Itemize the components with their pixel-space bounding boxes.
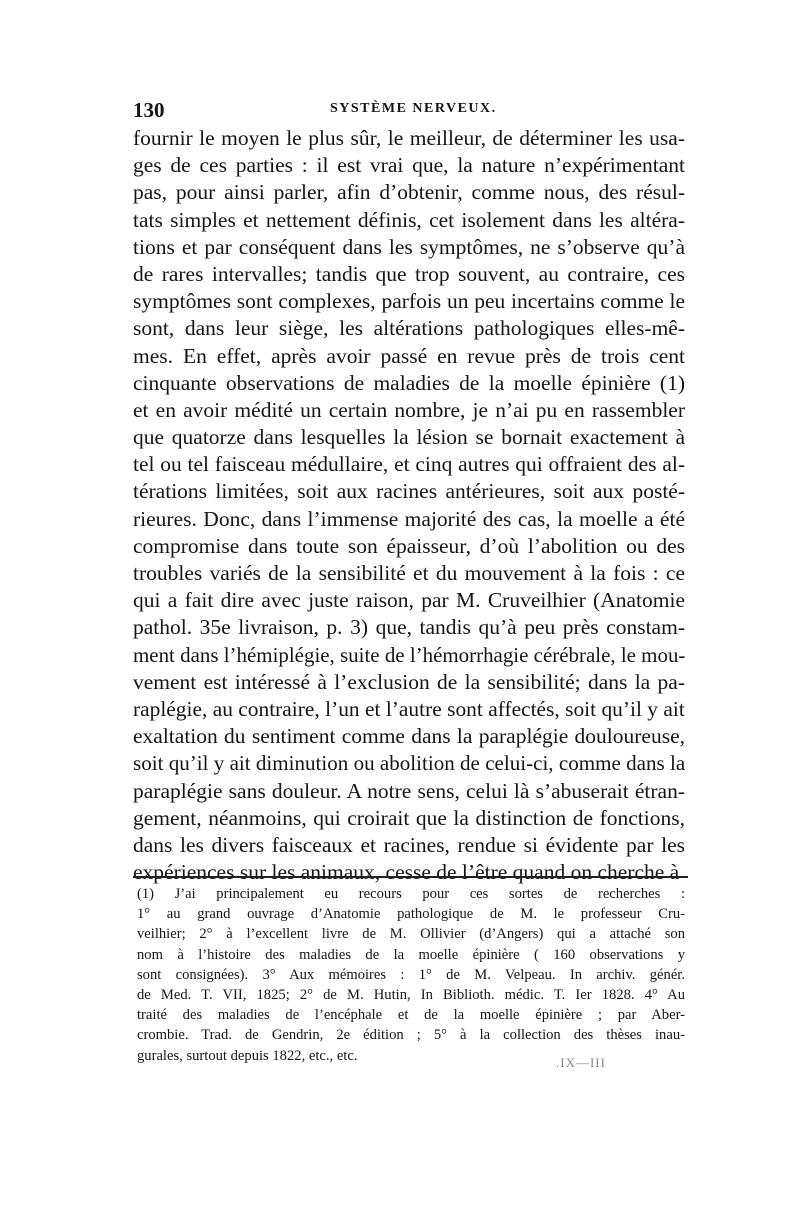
footnote-line: gurales, surtout depuis 1822, etc., etc. [137, 1047, 358, 1064]
body-line: térations limitées, soit aux racines antérieures, soit aux posté- [133, 479, 685, 504]
body-line: pathol. 35e livraison, p. 3) que, tandis qu’à peu près constam- [133, 615, 685, 640]
footnote-line: de Med. T. VII, 1825; 2° de M. Hutin, In Biblioth. médic. T. Ier 1828. 4° Au [137, 986, 685, 1003]
body-line: dans les divers faisceaux et racines, rendue si évidente par les [133, 832, 685, 857]
body-line: fournir le moyen le plus sûr, le meilleur, de déterminer les usa- [133, 126, 685, 150]
footnote-line: veilhier; 2° à l’excellent livre de M. Ollivier (d’Angers) qui a attaché son [137, 926, 685, 943]
marginal-mark: .IX—III [556, 1055, 606, 1070]
body-line: vement est intéressé à l’exclusion de la sensibilité; dans la pa- [133, 669, 685, 694]
footnote-line: traité des maladies de l’encéphale et de la moelle épinière ; par Aber- [137, 1007, 685, 1024]
footnote-line: 1° au grand ouvrage d’Anatomie pathologique de M. le professeur Cru- [137, 906, 685, 923]
body-line: gement, néanmoins, qui croirait que la distinction de fonctions, [133, 805, 685, 830]
footnote-line: (1) J’ai principalement eu recours pour ces sortes de recherches : [137, 886, 685, 902]
body-line: et en avoir médité un certain nombre, je n’ai pu en rassembler [133, 397, 685, 422]
body-line: troubles variés de la sensibilité et du mouvement à la fois : ce [133, 561, 685, 585]
page-number: 130 [133, 98, 165, 122]
body-line: tions et par conséquent dans les symptômes, ne s’observe qu’à [133, 234, 685, 259]
footnote-line: crombie. Trad. de Gendrin, 2e édition ; 5° à la collection des thèses inau- [137, 1027, 685, 1044]
footnote-line: sont consignées). 3° Aux mémoires : 1° de M. Velpeau. In archiv. génér. [137, 966, 685, 983]
footnote-line: nom à l’histoire des maladies de la moelle épinière ( 160 observations y [137, 946, 685, 963]
body-line: tel ou tel faisceau médullaire, et cinq autres qui offraient des al- [133, 452, 685, 477]
body-text [133, 125, 685, 886]
body-line: ges de ces parties : il est vrai que, la nature n’expérimentant [133, 153, 685, 178]
running-head: SYSTÈME NERVEUX. [330, 101, 497, 116]
body-line: que quatorze dans lesquelles la lésion se bornait exactement à [133, 425, 685, 450]
body-line: raplégie, au contraire, l’un et l’autre sont affectés, soit qu’il y ait [133, 696, 685, 721]
body-line: qui a fait dire avec juste raison, par M. Cruveilhier (Anatomie [133, 588, 685, 613]
body-line: tats simples et nettement définis, cet isolement dans les altéra- [133, 207, 685, 232]
body-line: exaltation du sentiment comme dans la paraplégie douloureuse, [133, 724, 685, 749]
body-line: compromise dans toute son épaisseur, d’où l’abolition ou des [133, 533, 685, 558]
body-line: soit qu’il y ait diminution ou abolition de celui-ci, comme dans la [133, 751, 686, 776]
body-line: de rares intervalles; tandis que trop souvent, au contraire, ces [133, 261, 685, 286]
body-line: cinquante observations de maladies de la moelle épinière (1) [133, 370, 685, 395]
body-line: mes. En effet, après avoir passé en revue près de trois cent [133, 343, 685, 368]
footnote-rule [133, 876, 688, 878]
body-line: expériences sur les animaux, cesse de l’être quand on cherche à [133, 860, 680, 885]
body-line: paraplégie sans douleur. A notre sens, celui là s’abuserait étran- [133, 778, 685, 803]
body-line: symptômes sont complexes, parfois un peu incertains comme le [133, 289, 685, 314]
footnote [137, 884, 685, 1066]
body-line: sont, dans leur siège, les altérations pathologiques elles-mê- [133, 316, 685, 341]
body-line: ment dans l’hémiplégie, suite de l’hémorrhagie cérébrale, le mou- [133, 642, 686, 667]
page-header [133, 98, 685, 128]
body-line: rieures. Donc, dans l’immense majorité des cas, la moelle a été [133, 506, 685, 531]
body-line: pas, pour ainsi parler, afin d’obtenir, comme nous, des résul- [133, 180, 685, 205]
